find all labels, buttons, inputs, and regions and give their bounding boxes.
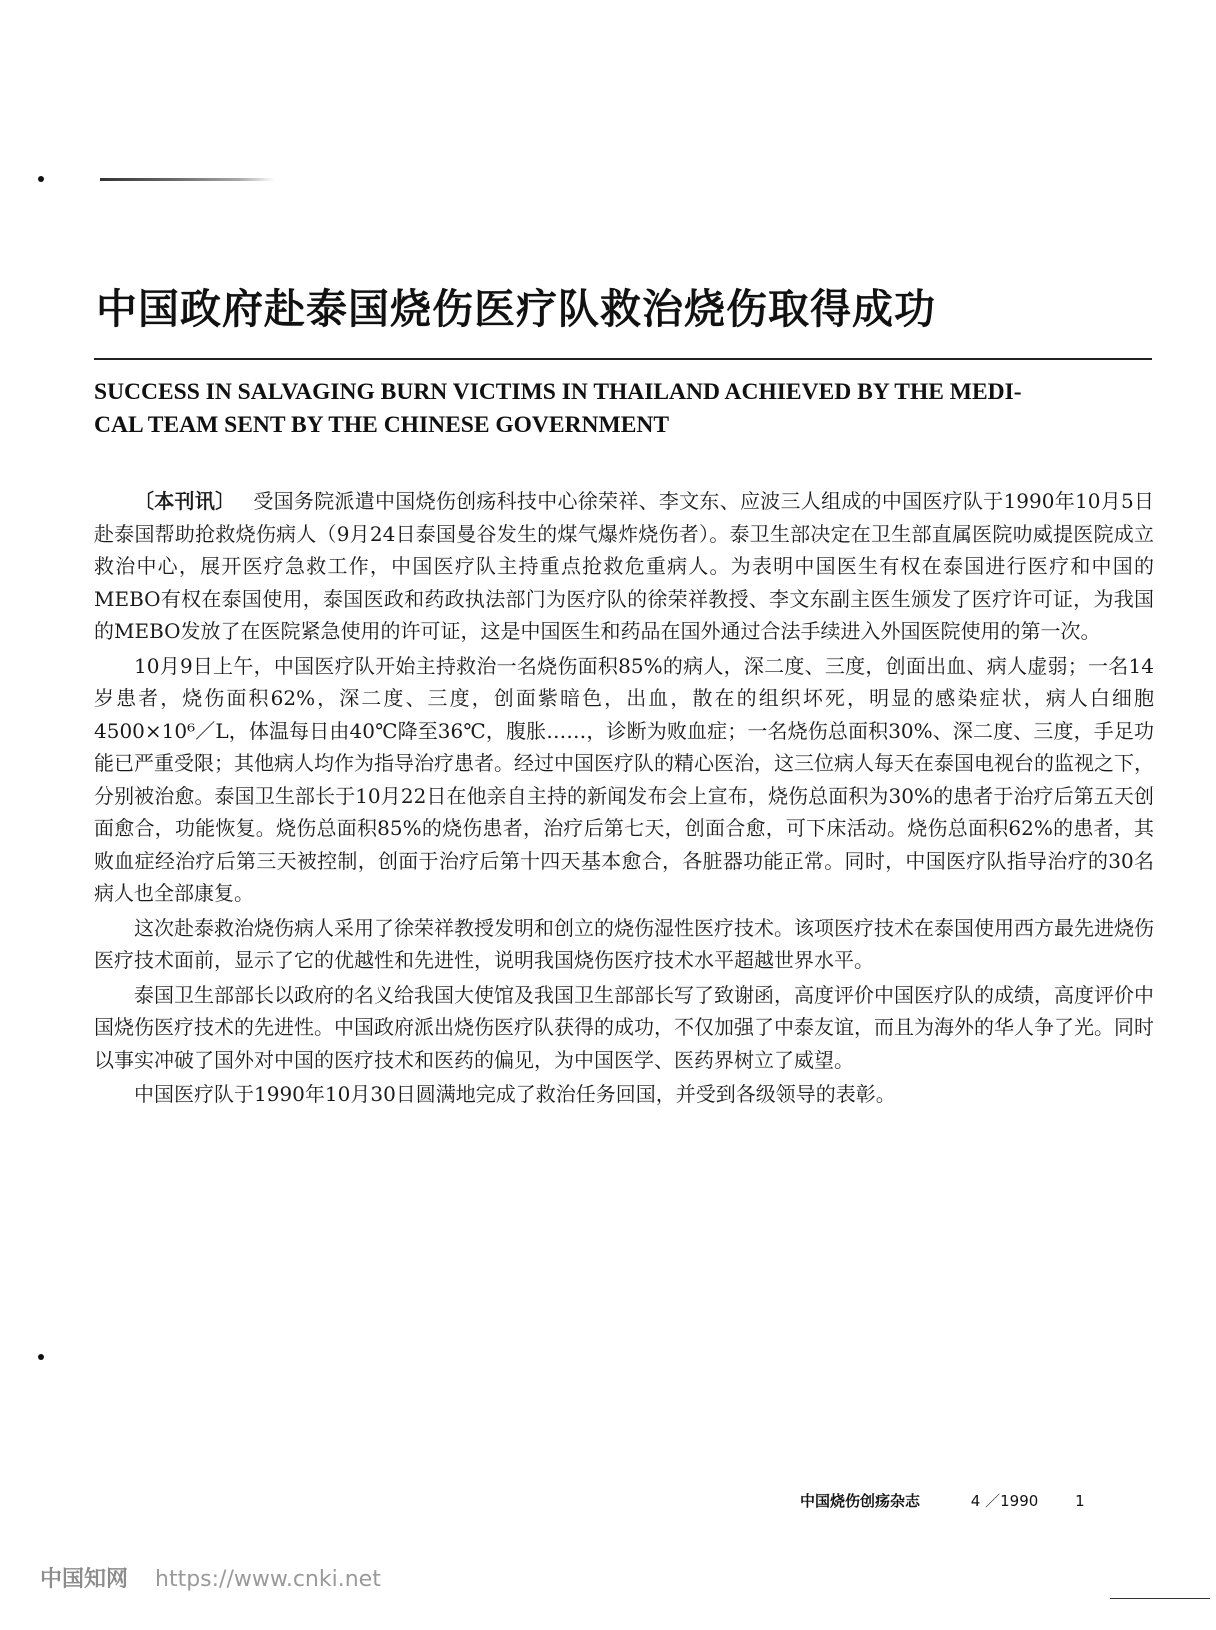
paragraph-1 (94, 485, 1154, 648)
paragraph-3: 这次赴泰救治烧伤病人采用了徐荣祥教授发明和创立的烧伤湿性医疗技术。该项医疗技术在泰国使用西方最先进烧伤医疗技术面前，显示了它的优越性和先进性，说明我国烧伤医疗技术水平超越世界水平。 (94, 915, 1154, 972)
article-body (94, 485, 1154, 1113)
article-title-english (94, 376, 1154, 442)
paragraph-2: 10月9日上午，中国医疗队开始主持救治一名烧伤面积85%的病人，深二度、三度，创面出血、病人虚弱；一名14岁患者，烧伤面积62%，深二度、三度，创面紫暗色，出血，散在的组织坏死，明显的感染症状，病人白细胞4500×10⁶／L，体温每日由40℃降至36℃，腹胀……，诊断为败血症；一名烧伤总面积30%、深二度、三度，手足功能已严重受限；其他病人均作为指导治疗患者。经过中国医疗队的精心医治，这三位病人每天在泰国电视台的监视之下，分别被治愈。泰国卫生部长于10月22日在他亲自主持的新闻发布会上宣布，烧伤总面积为30%的患者于治疗后第五天创面愈合，功能恢复。烧伤总面积85%的烧伤患者，治疗后第七天，创面合愈，可下床活动。烧伤总面积62%的患者，其败血症经治疗后第三天被控制，创面于治疗后第十四天基本愈合，各脏器功能正常。同时，中国医疗队指导治疗的30名病人也全部康复。 (94, 653, 1154, 905)
cnki-brand: 中国知网 (40, 1567, 129, 1592)
title-divider (94, 358, 1152, 360)
scan-dot-top (38, 176, 44, 182)
edge-line (1110, 1598, 1210, 1599)
paragraph-4: 泰国卫生部部长以政府的名义给我国大使馆及我国卫生部部长写了致谢函，高度评价中国医疗队的成绩，高度评价中国烧伤医疗技术的先进性。中国政府派出烧伤医疗队获得的成功，不仅加强了中泰友谊，而且为海外的华人争了光。同时以事实冲破了国外对中国的医疗技术和医药的偏见，为中国医学、医药界树立了威望。 (94, 982, 1154, 1072)
article-title-english-line1: SUCCESS IN SALVAGING BURN VICTIMS IN THAILAND ACHIEVED BY THE MEDI- (94, 379, 1022, 405)
paragraph-1-text: 受国务院派遣中国烧伤创疡科技中心徐荣祥、李文东、应波三人组成的中国医疗队于1990年10月5日赴泰国帮助抢救烧伤病人（9月24日泰国曼谷发生的煤气爆炸烧伤者）。泰卫生部决定在卫生部直属医院叻威提医院成立救治中心，展开医疗急救工作，中国医疗队主持重点抢救危重病人。为表明中国医生有权在泰国进行医疗和中国的MEBO有权在泰国使用，泰国医政和药政执法部门为医疗队的徐荣祥教授、李文东副主医生颁发了医疗许可证，为我国的MEBO发放了在医院紧急使用的许可证，这是中国医生和药品在国外通过合法手续进入外国医院使用的第一次。 (94, 489, 1154, 643)
page-number: 1 (1075, 1492, 1085, 1510)
news-tag: 〔本刊讯〕 (134, 489, 236, 513)
issue-number: 4 ／1990 (970, 1492, 1039, 1510)
cnki-url[interactable]: https://www.cnki.net (155, 1567, 381, 1592)
scan-dot-bottom (38, 1354, 44, 1360)
journal-name: 中国烧伤创疡杂志 (800, 1492, 921, 1510)
paragraph-5: 中国医疗队于1990年10月30日圆满地完成了救治任务回国，并受到各级领导的表彰。 (134, 1082, 896, 1106)
page-footer (800, 1490, 1085, 1511)
cnki-watermark (40, 1562, 381, 1593)
scan-streak (100, 178, 275, 181)
article-title-chinese: 中国政府赴泰国烧伤医疗队救治烧伤取得成功 (96, 285, 936, 333)
article-title-english-line2: CAL TEAM SENT BY THE CHINESE GOVERNMENT (94, 412, 670, 438)
